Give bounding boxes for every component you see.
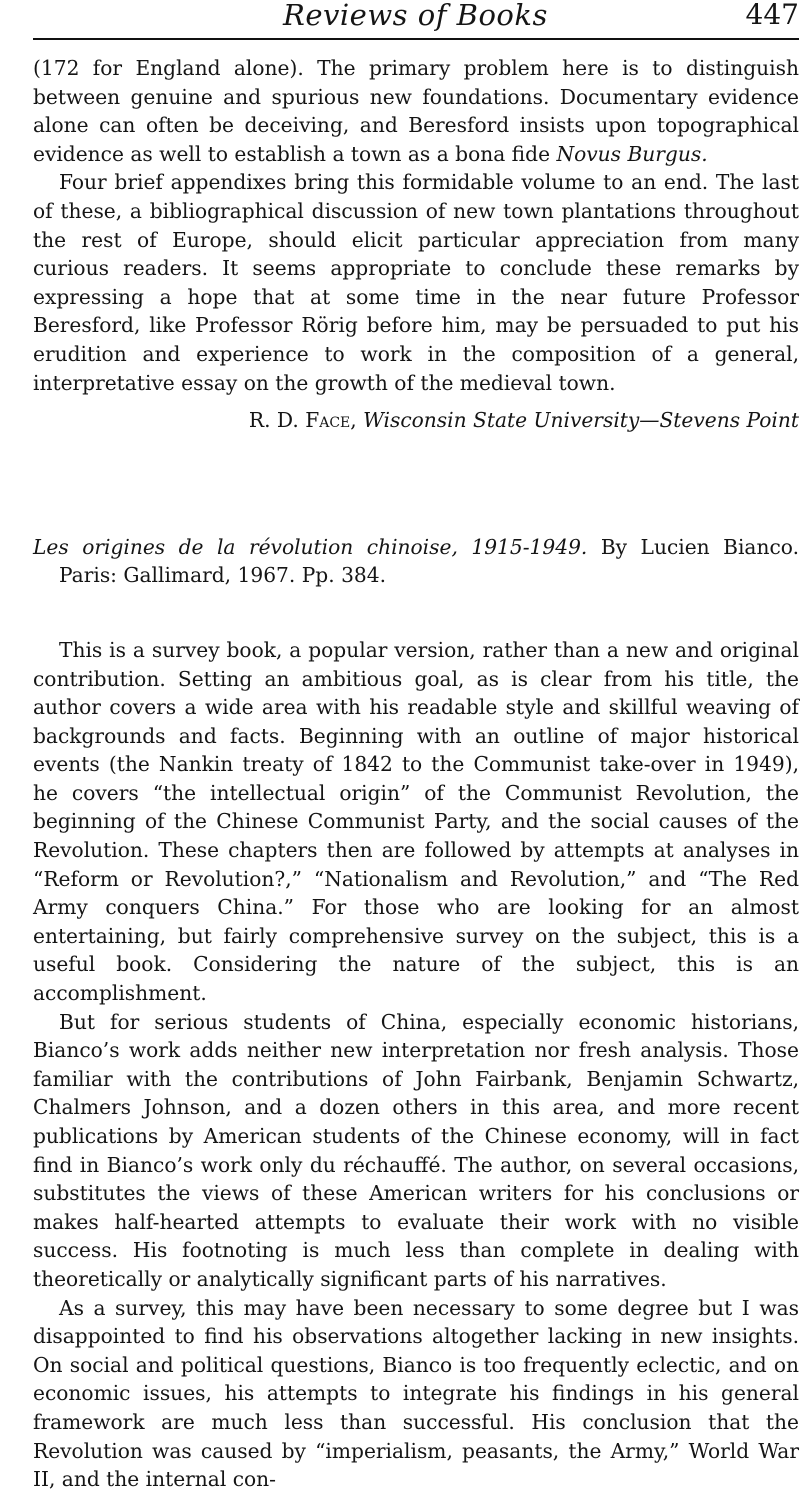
- book-details: By Lucien Bianco. Paris: Gallimard, 1967. Pp. 384.: [59, 534, 799, 588]
- latin-term: Novus Burgus.: [556, 141, 708, 166]
- running-title: Reviews of Books: [283, 0, 548, 32]
- review1-paragraph-1-text: (172 for England alone). The primary problem here is to distinguish between genuine and spurious new foundations. Documentary evidence alone can often be deceiving, and Beresford insists upon topographical evidence as well to establish a town as a bona fide: [33, 56, 799, 166]
- book-citation: [33, 533, 799, 590]
- review-bianco: [33, 533, 799, 1494]
- review2-paragraph-3: As a survey, this may have been necessary to some degree but I was disappointed to find his observations altogether lacking in new insights. On social and political questions, Bianco is too frequently eclectic, and on economic issues, his attempts to integrate his findings in his general framework are much less than successful. His conclusion that the Revolution was caused by “imperialism, peasants, the Army,” World War II, and the internal con-: [33, 1295, 799, 1492]
- review1-paragraph-1: [33, 54, 799, 168]
- book-title: Les origines de la révolution chinoise, 1915-1949.: [33, 534, 588, 559]
- journal-page: [33, 0, 799, 1494]
- page-header: [33, 0, 799, 40]
- reviewer-affiliation: Wisconsin State University—Stevens Point: [363, 408, 799, 433]
- reviewer-name: R. D. Face,: [248, 408, 357, 433]
- review-beresford-conclusion: [33, 54, 799, 435]
- page-number: 447: [745, 0, 799, 31]
- review2-paragraph-2: But for serious students of China, especially economic historians, Bianco’s work adds neither new interpretation nor fresh analysis. Those familiar with the contributions of John Fairbank, Benjamin Schwartz, Chalmers Johnson, and a dozen others in this area, and more recent publications by American students of the Chinese economy, will in fact find in Bianco’s work only du réchauffé. The author, on several occasions, substitutes the views of these American writers for his conclusions or makes half-hearted attempts to evaluate their work with no visible success. His footnoting is much less than complete in dealing with theoretically or analytically significant parts of his narratives.: [33, 1009, 799, 1291]
- review1-paragraph-2: Four brief appendixes bring this formidable volume to an end. The last of these, a bibliographical discussion of new town plantations throughout the rest of Europe, should elicit particular appreciation from many curious readers. It seems appropriate to conclude these remarks by expressing a hope that at some time in the near future Professor Beresford, like Professor Rörig before him, may be persuaded to put his erudition and experience to work in the composition of a general, interpretative essay on the growth of the medieval town.: [33, 170, 799, 395]
- reviewer-signature: [33, 406, 799, 435]
- review2-paragraph-1: This is a survey book, a popular version, rather than a new and original contribution. Setting an ambitious goal, as is clear from his title, the author covers a wide area with his readable style and skillful weaving of backgrounds and facts. Beginning with an outline of major historical events (the Nankin treaty of 1842 to the Communist take-over in 1949), he covers “the intellectual origin” of the Communist Revolution, the beginning of the Chinese Communist Party, and the social causes of the Revolution. These chapters then are followed by attempts at analyses in “Reform or Revolution?,” “Nationalism and Revolution,” and “The Red Army conquers China.” For those who are looking for an almost entertaining, but fairly comprehensive survey on the subject, this is a useful book. Considering the nature of the subject, this is an accomplishment.: [33, 637, 799, 1006]
